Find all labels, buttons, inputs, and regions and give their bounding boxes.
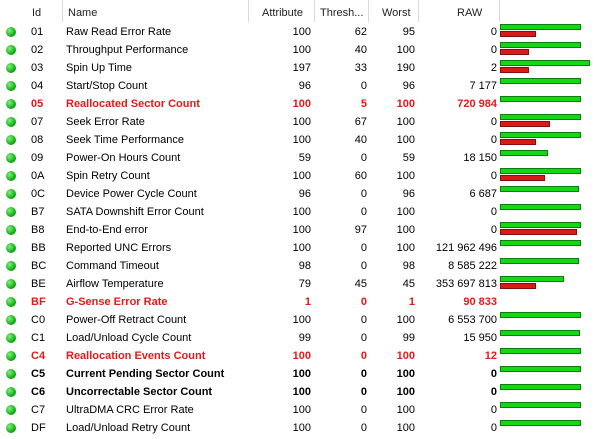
status-ok-icon — [6, 369, 16, 379]
name-cell: Spin Retry Count — [66, 170, 150, 182]
name-cell: Throughput Performance — [66, 44, 189, 56]
id-cell: 02 — [31, 44, 44, 56]
threshold-cell: 60 — [354, 170, 367, 182]
raw-cell: 720 984 — [457, 98, 497, 110]
name-cell: Reallocated Sector Count — [66, 98, 200, 110]
attribute-cell: 99 — [298, 332, 311, 344]
table-row[interactable] — [0, 329, 600, 347]
worst-cell: 100 — [396, 44, 415, 56]
attribute-cell: 100 — [292, 134, 311, 146]
table-row[interactable] — [0, 167, 600, 185]
table-row[interactable] — [0, 365, 600, 383]
column-divider[interactable] — [314, 0, 315, 22]
id-cell: DF — [31, 422, 46, 434]
health-bar — [500, 78, 581, 84]
status-ok-icon — [6, 45, 16, 55]
worst-cell: 98 — [402, 260, 415, 272]
threshold-cell: 0 — [360, 260, 367, 272]
raw-cell: 0 — [490, 134, 497, 146]
raw-cell: 90 833 — [463, 296, 497, 308]
threshold-cell: 0 — [360, 422, 367, 434]
health-bar — [500, 222, 581, 228]
column-divider[interactable] — [499, 0, 500, 22]
column-header-worst[interactable]: Worst — [382, 7, 411, 19]
worst-cell: 100 — [396, 170, 415, 182]
column-divider[interactable] — [368, 0, 369, 22]
status-ok-icon — [6, 63, 16, 73]
status-ok-icon — [6, 243, 16, 253]
table-row[interactable] — [0, 275, 600, 293]
status-ok-icon — [6, 315, 16, 325]
threshold-bar — [500, 139, 536, 145]
attribute-cell: 100 — [292, 116, 311, 128]
id-cell: 09 — [31, 152, 44, 164]
threshold-cell: 0 — [360, 188, 367, 200]
status-ok-icon — [6, 153, 16, 163]
table-row[interactable] — [0, 419, 600, 437]
table-row[interactable] — [0, 293, 600, 311]
table-row[interactable] — [0, 239, 600, 257]
id-cell: C4 — [31, 350, 46, 362]
attribute-cell: 100 — [292, 404, 311, 416]
raw-cell: 0 — [490, 26, 497, 38]
name-cell: Reallocation Events Count — [66, 350, 206, 362]
status-ok-icon — [6, 81, 16, 91]
id-cell: BE — [31, 278, 46, 290]
health-bar — [500, 330, 580, 336]
status-ok-icon — [6, 423, 16, 433]
worst-cell: 100 — [396, 242, 415, 254]
attribute-cell: 100 — [292, 206, 311, 218]
name-cell: Reported UNC Errors — [66, 242, 172, 254]
worst-cell: 45 — [402, 278, 415, 290]
raw-cell: 0 — [490, 422, 497, 434]
threshold-cell: 62 — [354, 26, 367, 38]
worst-cell: 99 — [402, 332, 415, 344]
id-cell: 07 — [31, 116, 44, 128]
table-row[interactable] — [0, 149, 600, 167]
worst-cell: 190 — [396, 62, 415, 74]
attribute-cell: 100 — [292, 224, 311, 236]
table-row[interactable] — [0, 221, 600, 239]
health-bar — [500, 132, 581, 138]
health-bar — [500, 42, 581, 48]
health-bar — [500, 150, 548, 156]
threshold-bar — [500, 229, 577, 235]
table-row[interactable] — [0, 77, 600, 95]
health-bar — [500, 366, 581, 372]
raw-cell: 8 585 222 — [448, 260, 497, 272]
threshold-bar — [500, 67, 529, 73]
worst-cell: 100 — [396, 404, 415, 416]
worst-cell: 100 — [396, 98, 415, 110]
raw-cell: 0 — [490, 224, 497, 236]
attribute-cell: 59 — [298, 152, 311, 164]
threshold-cell: 5 — [360, 98, 367, 110]
worst-cell: 1 — [408, 296, 415, 308]
status-ok-icon — [6, 171, 16, 181]
raw-cell: 0 — [490, 386, 497, 398]
attribute-cell: 100 — [292, 44, 311, 56]
id-cell: 01 — [31, 26, 44, 38]
raw-cell: 0 — [490, 170, 497, 182]
name-cell: Load/Unload Cycle Count — [66, 332, 192, 344]
attribute-cell: 100 — [292, 350, 311, 362]
threshold-cell: 40 — [354, 134, 367, 146]
name-cell: Command Timeout — [66, 260, 159, 272]
health-bar — [500, 96, 581, 102]
name-cell: Load/Unload Retry Count — [66, 422, 191, 434]
threshold-bar — [500, 49, 529, 55]
table-row[interactable] — [0, 185, 600, 203]
threshold-bar — [500, 121, 550, 127]
table-row[interactable] — [0, 131, 600, 149]
column-header-raw[interactable]: RAW — [457, 7, 483, 19]
threshold-cell: 0 — [360, 80, 367, 92]
worst-cell: 100 — [396, 314, 415, 326]
threshold-cell: 0 — [360, 206, 367, 218]
id-cell: 08 — [31, 134, 44, 146]
attribute-cell: 98 — [298, 260, 311, 272]
id-cell: C1 — [31, 332, 46, 344]
name-cell: Device Power Cycle Count — [66, 188, 197, 200]
name-cell: UltraDMA CRC Error Rate — [66, 404, 194, 416]
worst-cell: 100 — [396, 368, 415, 380]
attribute-cell: 96 — [298, 188, 311, 200]
column-divider[interactable] — [62, 0, 63, 22]
threshold-cell: 40 — [354, 44, 367, 56]
attribute-cell: 79 — [298, 278, 311, 290]
health-bar — [500, 258, 579, 264]
attribute-cell: 100 — [292, 422, 311, 434]
raw-cell: 121 962 496 — [435, 242, 497, 254]
status-ok-icon — [6, 189, 16, 199]
status-ok-icon — [6, 225, 16, 235]
id-cell: BB — [31, 242, 46, 254]
id-cell: BC — [31, 260, 47, 272]
column-divider[interactable] — [248, 0, 249, 22]
raw-cell: 6 553 700 — [448, 314, 497, 326]
column-header-threshold[interactable]: Thresh... — [320, 7, 364, 19]
health-bar — [500, 420, 581, 426]
name-cell: Uncorrectable Sector Count — [66, 386, 213, 398]
attribute-cell: 100 — [292, 170, 311, 182]
raw-cell: 18 150 — [463, 152, 497, 164]
table-row[interactable] — [0, 23, 600, 41]
attribute-cell: 100 — [292, 386, 311, 398]
id-cell: C0 — [31, 314, 46, 326]
health-bar — [500, 402, 581, 408]
id-cell: C6 — [31, 386, 46, 398]
status-ok-icon — [6, 297, 16, 307]
worst-cell: 100 — [396, 422, 415, 434]
table-row[interactable] — [0, 311, 600, 329]
threshold-cell: 0 — [360, 350, 367, 362]
name-cell: Airflow Temperature — [66, 278, 164, 290]
raw-cell: 7 177 — [469, 80, 497, 92]
table-row[interactable] — [0, 203, 600, 221]
table-row[interactable] — [0, 401, 600, 419]
threshold-cell: 67 — [354, 116, 367, 128]
name-cell: Current Pending Sector Count — [66, 368, 225, 380]
column-header-attribute[interactable]: Attribute — [262, 7, 303, 19]
attribute-cell: 100 — [292, 242, 311, 254]
worst-cell: 100 — [396, 386, 415, 398]
worst-cell: 95 — [402, 26, 415, 38]
raw-cell: 6 687 — [469, 188, 497, 200]
name-cell: Seek Time Performance — [66, 134, 184, 146]
attribute-cell: 100 — [292, 26, 311, 38]
id-cell: 03 — [31, 62, 44, 74]
name-cell: Spin Up Time — [66, 62, 133, 74]
threshold-cell: 45 — [354, 278, 367, 290]
worst-cell: 100 — [396, 224, 415, 236]
table-row[interactable] — [0, 41, 600, 59]
name-cell: Seek Error Rate — [66, 116, 145, 128]
name-cell: Power-Off Retract Count — [66, 314, 187, 326]
table-row[interactable] — [0, 95, 600, 113]
id-cell: C5 — [31, 368, 46, 380]
id-cell: 04 — [31, 80, 44, 92]
table-row[interactable] — [0, 347, 600, 365]
threshold-cell: 97 — [354, 224, 367, 236]
column-header-name[interactable]: Name — [68, 7, 98, 19]
status-ok-icon — [6, 27, 16, 37]
raw-cell: 0 — [490, 368, 497, 380]
health-bar — [500, 60, 590, 66]
status-ok-icon — [6, 99, 16, 109]
id-cell: B8 — [31, 224, 45, 236]
raw-cell: 0 — [490, 206, 497, 218]
name-cell: Power-On Hours Count — [66, 152, 181, 164]
attribute-cell: 1 — [304, 296, 311, 308]
health-bar — [500, 168, 581, 174]
attribute-cell: 100 — [292, 314, 311, 326]
attribute-cell: 96 — [298, 80, 311, 92]
worst-cell: 96 — [402, 80, 415, 92]
attribute-cell: 197 — [292, 62, 311, 74]
table-row[interactable] — [0, 59, 600, 77]
status-ok-icon — [6, 207, 16, 217]
threshold-cell: 0 — [360, 242, 367, 254]
raw-cell: 0 — [490, 44, 497, 56]
raw-cell: 353 697 813 — [435, 278, 497, 290]
name-cell: G-Sense Error Rate — [66, 296, 168, 308]
threshold-cell: 0 — [360, 386, 367, 398]
worst-cell: 59 — [402, 152, 415, 164]
raw-cell: 2 — [490, 62, 497, 74]
name-cell: Raw Read Error Rate — [66, 26, 172, 38]
worst-cell: 100 — [396, 116, 415, 128]
table-row[interactable] — [0, 383, 600, 401]
worst-cell: 96 — [402, 188, 415, 200]
health-bar — [500, 240, 581, 246]
name-cell: End-to-End error — [66, 224, 148, 236]
column-divider[interactable] — [418, 0, 419, 22]
id-cell: C7 — [31, 404, 46, 416]
raw-cell: 0 — [490, 404, 497, 416]
id-cell: BF — [31, 296, 46, 308]
status-ok-icon — [6, 351, 16, 361]
table-row[interactable] — [0, 257, 600, 275]
column-header-id[interactable]: Id — [32, 7, 42, 19]
health-bar — [500, 186, 579, 192]
id-cell: 0A — [31, 170, 45, 182]
health-bar — [500, 24, 581, 30]
health-bar — [500, 348, 581, 354]
id-cell: 0C — [31, 188, 46, 200]
status-ok-icon — [6, 387, 16, 397]
id-cell: 05 — [31, 98, 44, 110]
raw-cell: 0 — [490, 116, 497, 128]
status-ok-icon — [6, 279, 16, 289]
health-bar — [500, 312, 581, 318]
raw-cell: 15 950 — [463, 332, 497, 344]
status-ok-icon — [6, 117, 16, 127]
threshold-cell: 0 — [360, 368, 367, 380]
status-ok-icon — [6, 135, 16, 145]
health-bar — [500, 276, 564, 282]
worst-cell: 100 — [396, 350, 415, 362]
threshold-bar — [500, 283, 536, 289]
id-cell: B7 — [31, 206, 45, 218]
name-cell: Start/Stop Count — [66, 80, 148, 92]
worst-cell: 100 — [396, 134, 415, 146]
threshold-cell: 0 — [360, 404, 367, 416]
health-bar — [500, 384, 581, 390]
threshold-cell: 0 — [360, 296, 367, 308]
health-bar — [500, 114, 581, 120]
status-ok-icon — [6, 261, 16, 271]
status-ok-icon — [6, 333, 16, 343]
worst-cell: 100 — [396, 206, 415, 218]
table-header — [0, 0, 600, 22]
threshold-bar — [500, 31, 536, 37]
attribute-cell: 100 — [292, 98, 311, 110]
table-row[interactable] — [0, 113, 600, 131]
name-cell: SATA Downshift Error Count — [66, 206, 204, 218]
status-ok-icon — [6, 405, 16, 415]
health-bar — [500, 204, 581, 210]
threshold-cell: 0 — [360, 314, 367, 326]
threshold-cell: 0 — [360, 332, 367, 344]
threshold-cell: 33 — [354, 62, 367, 74]
raw-cell: 12 — [484, 350, 497, 362]
attribute-cell: 100 — [292, 368, 311, 380]
threshold-cell: 0 — [360, 152, 367, 164]
threshold-bar — [500, 175, 545, 181]
